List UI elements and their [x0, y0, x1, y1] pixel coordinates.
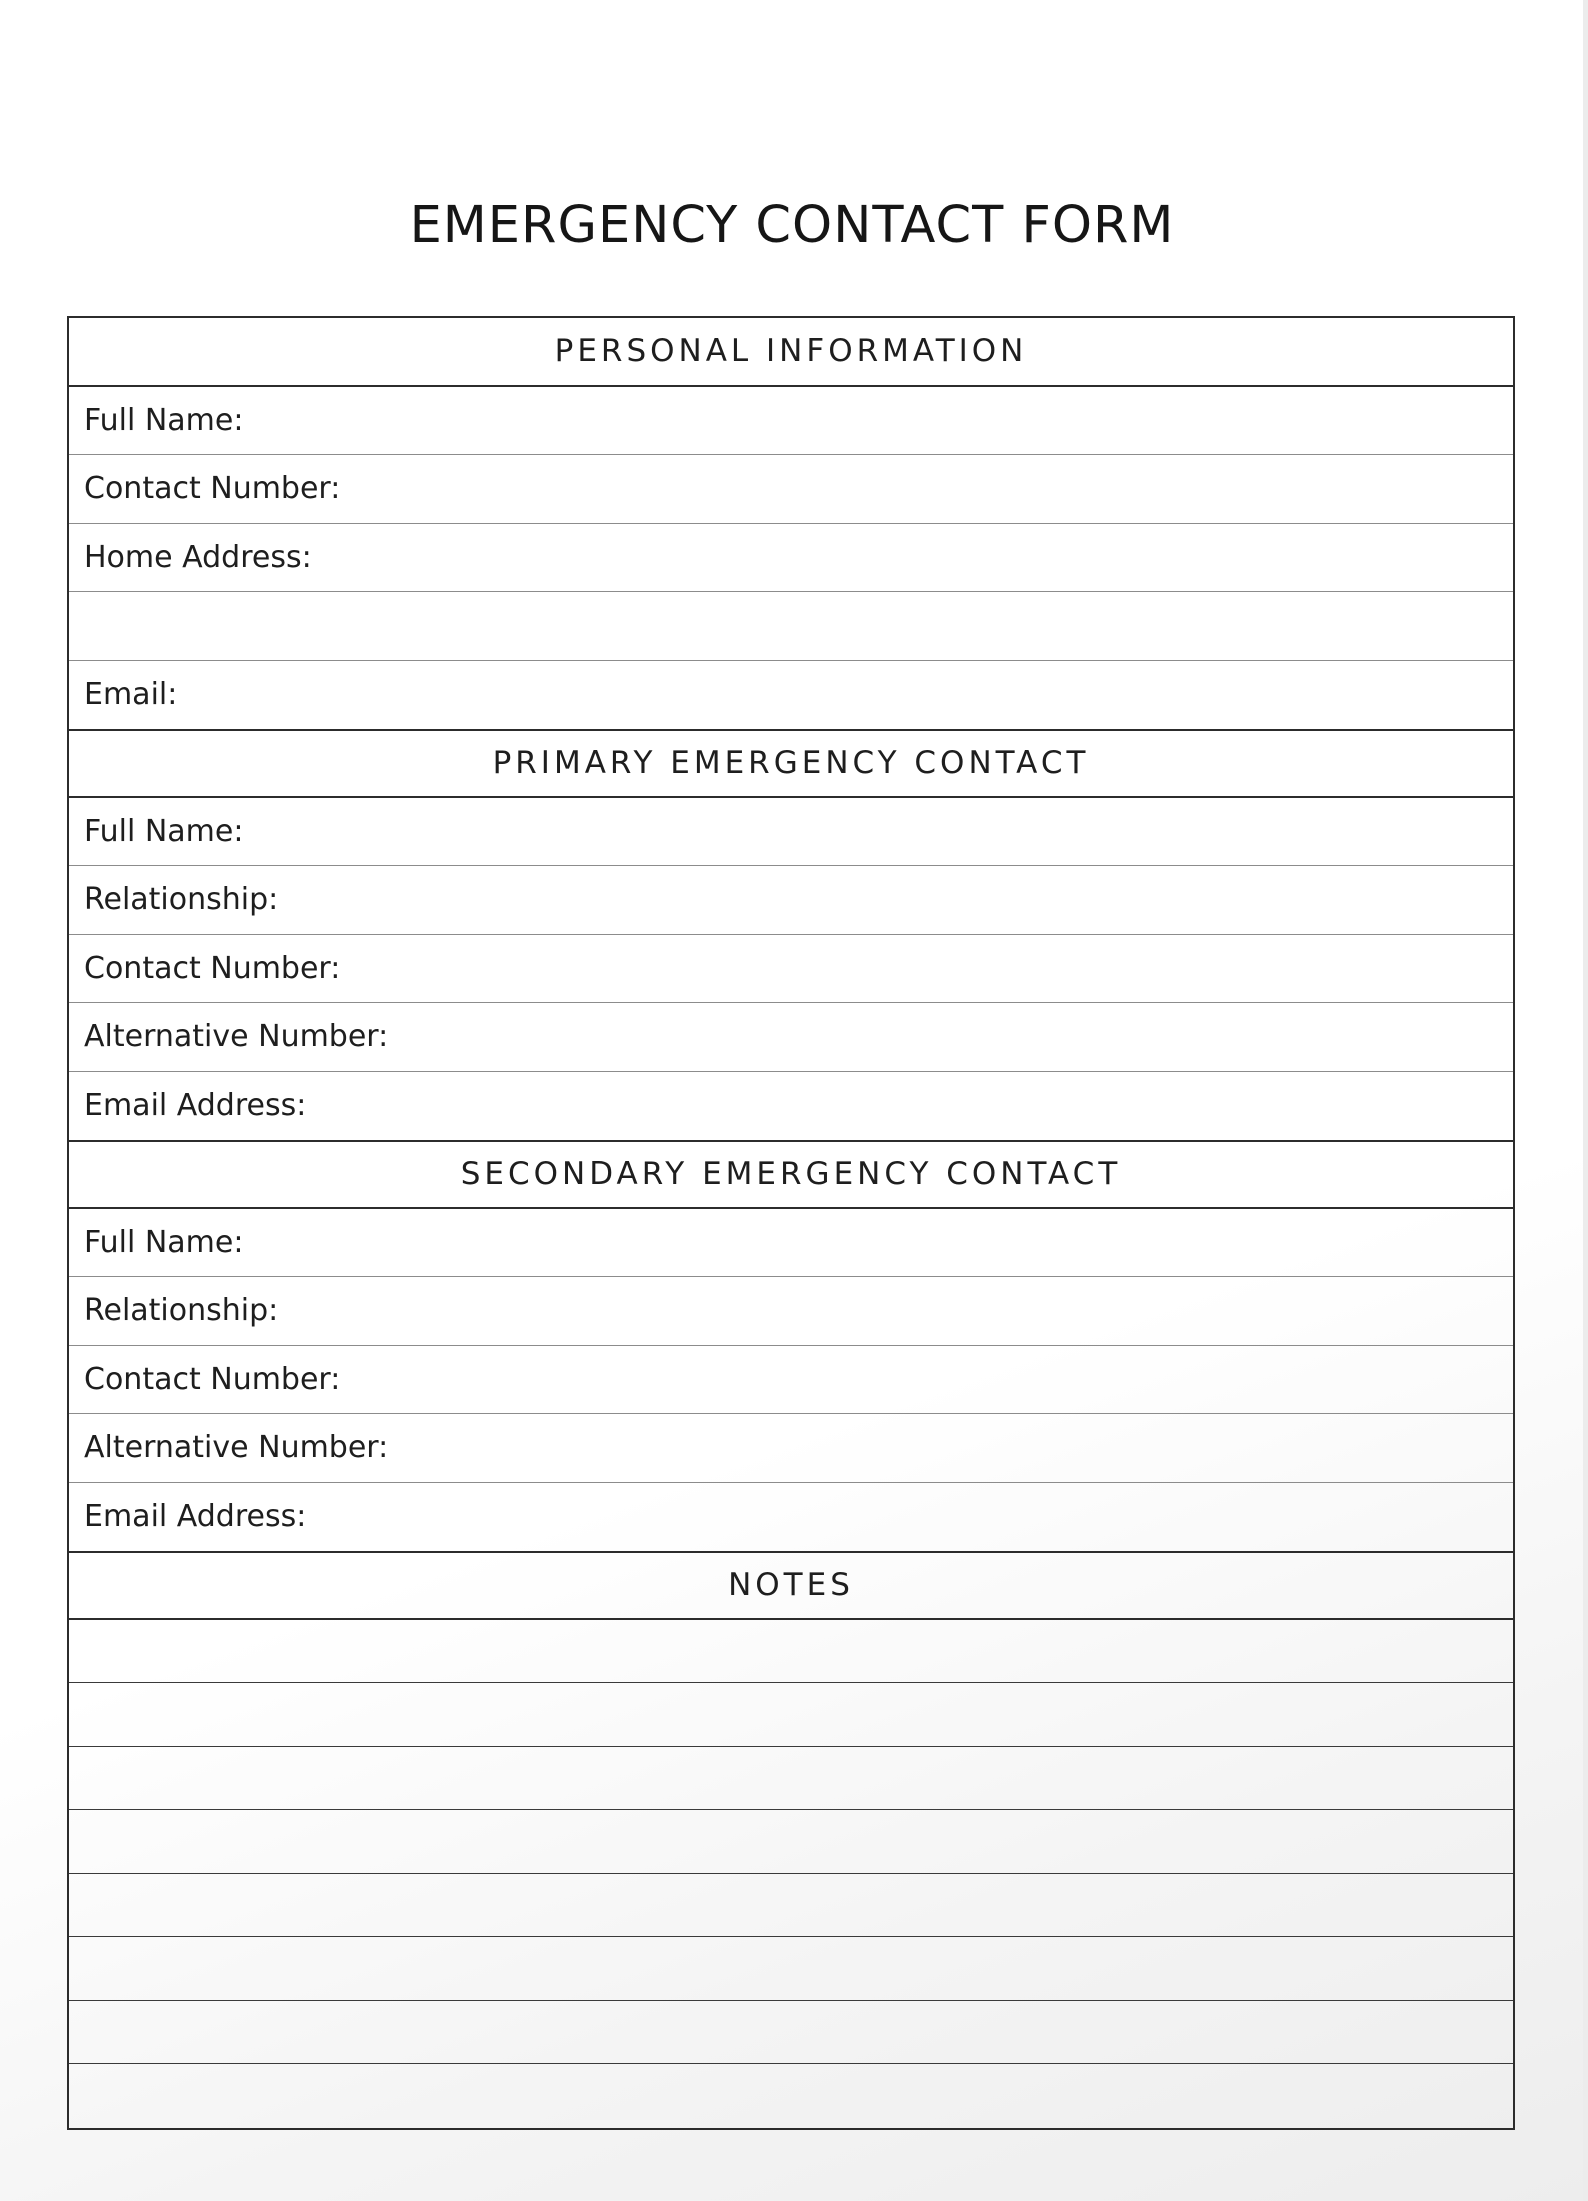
field-home-address-line-2[interactable] — [69, 592, 1513, 661]
notes-line[interactable] — [69, 1937, 1513, 2001]
notes-line[interactable] — [69, 2001, 1513, 2065]
section-header-primary-emergency-contact: PRIMARY EMERGENCY CONTACT — [69, 729, 1513, 798]
field-label: Alternative Number: — [84, 1019, 389, 1055]
field-primary-relationship[interactable] — [69, 866, 1513, 935]
field-label: Email Address: — [84, 1088, 307, 1124]
notes-line[interactable] — [69, 1747, 1513, 1811]
section-header-personal-information: PERSONAL INFORMATION — [69, 318, 1513, 387]
field-secondary-alternative-number[interactable] — [69, 1414, 1513, 1483]
field-home-address[interactable] — [69, 524, 1513, 593]
field-secondary-relationship[interactable] — [69, 1277, 1513, 1346]
field-secondary-full-name[interactable] — [69, 1209, 1513, 1278]
field-label: Full Name: — [84, 813, 244, 849]
field-secondary-contact-number[interactable] — [69, 1346, 1513, 1415]
field-primary-contact-number[interactable] — [69, 935, 1513, 1004]
field-label: Relationship: — [84, 1293, 279, 1329]
field-full-name[interactable] — [69, 387, 1513, 456]
page-title: EMERGENCY CONTACT FORM — [409, 196, 1175, 255]
field-label: Email Address: — [84, 1499, 307, 1535]
field-label: Alternative Number: — [84, 1430, 389, 1466]
field-label: Contact Number: — [84, 950, 341, 986]
section-header-notes: NOTES — [69, 1551, 1513, 1620]
field-label: Relationship: — [84, 882, 279, 918]
field-label: Full Name: — [84, 1224, 244, 1260]
field-label: Contact Number: — [84, 471, 341, 507]
field-primary-alternative-number[interactable] — [69, 1003, 1513, 1072]
field-secondary-email-address[interactable] — [69, 1483, 1513, 1552]
notes-line[interactable] — [69, 1683, 1513, 1747]
notes-line[interactable] — [69, 1810, 1513, 1874]
field-label: Full Name: — [84, 402, 244, 438]
field-primary-full-name[interactable] — [69, 798, 1513, 867]
notes-line[interactable] — [69, 1874, 1513, 1938]
field-primary-email-address[interactable] — [69, 1072, 1513, 1141]
field-label: Email: — [84, 677, 178, 713]
field-contact-number[interactable] — [69, 455, 1513, 524]
field-label: Home Address: — [84, 539, 312, 575]
section-header-secondary-emergency-contact: SECONDARY EMERGENCY CONTACT — [69, 1140, 1513, 1209]
notes-line[interactable] — [69, 2064, 1513, 2128]
field-email[interactable] — [69, 661, 1513, 730]
emergency-contact-form — [67, 316, 1515, 2130]
notes-line[interactable] — [69, 1620, 1513, 1684]
page-edge — [1583, 0, 1588, 2201]
field-label: Contact Number: — [84, 1361, 341, 1397]
